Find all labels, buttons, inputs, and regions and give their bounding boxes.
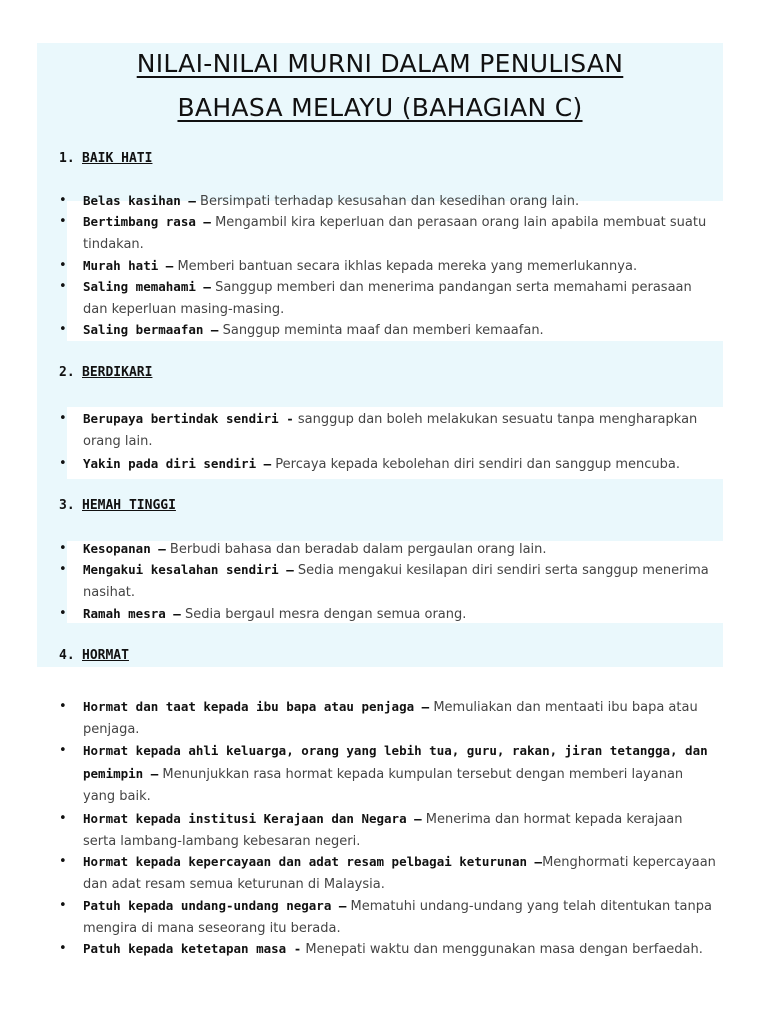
bullet-icon: • bbox=[59, 214, 67, 229]
item-term: Ramah mesra – bbox=[83, 606, 181, 621]
list-item bbox=[59, 851, 719, 896]
item-description: Memberi bantuan secara ikhlas kepada mereka yang memerlukannya. bbox=[173, 259, 638, 274]
bullet-icon: • bbox=[59, 941, 67, 956]
item-term: Saling memahami – bbox=[83, 279, 211, 294]
item-term: Yakin pada diri sendiri – bbox=[83, 456, 272, 471]
item-description: Memuliakan dan mentaati ibu bapa atau penjaga. bbox=[83, 700, 698, 737]
bullet-icon: • bbox=[59, 258, 67, 273]
list-item bbox=[59, 696, 719, 741]
section-heading-hormat bbox=[59, 648, 129, 663]
bullet-icon: • bbox=[59, 562, 67, 577]
item-description: Menepati waktu dan menggunakan masa dengan berfaedah. bbox=[301, 942, 703, 957]
page-title-line-2: BAHASA MELAYU (BAHAGIAN C) bbox=[177, 93, 583, 122]
bullet-icon: • bbox=[59, 606, 67, 621]
list-item bbox=[59, 255, 719, 278]
item-description: Menghormati kepercayaan dan adat resam semua keturunan di Malaysia. bbox=[83, 855, 716, 892]
item-term: Kesopanan – bbox=[83, 541, 166, 556]
item-term: Patuh kepada ketetapan masa - bbox=[83, 941, 302, 956]
list-item bbox=[59, 538, 719, 561]
list-item bbox=[59, 938, 719, 961]
item-description: sanggup dan boleh melakukan sesuatu tanpa mengharapkan orang lain. bbox=[83, 412, 698, 449]
item-description: Menerima dan hormat kepada kerajaan serta lambang-lambang kebesaran negeri. bbox=[83, 812, 683, 849]
item-term: Hormat dan taat kepada ibu bapa atau penjaga – bbox=[83, 699, 430, 714]
item-term: Hormat kepada ahli keluarga, orang yang lebih tua, guru, rakan, jiran tetangga, dan pemimpin – bbox=[83, 743, 708, 781]
section-label: BAIK HATI bbox=[82, 151, 153, 166]
bullet-icon: • bbox=[59, 456, 67, 471]
document-page bbox=[37, 43, 723, 983]
bullet-icon: • bbox=[59, 541, 67, 556]
item-term: Bertimbang rasa – bbox=[83, 214, 211, 229]
item-description: Menunjukkan rasa hormat kepada kumpulan tersebut dengan memberi layanan yang baik. bbox=[83, 767, 684, 804]
bullet-icon: • bbox=[59, 279, 67, 294]
section-heading-berdikari bbox=[59, 365, 152, 380]
section-number: 2. bbox=[59, 365, 75, 380]
item-term: Hormat kepada institusi Kerajaan dan Negara – bbox=[83, 811, 422, 826]
bullet-icon: • bbox=[59, 854, 67, 869]
list-item bbox=[59, 603, 719, 626]
section-number: 1. bbox=[59, 151, 75, 166]
item-description: Sanggup meminta maaf dan memberi kemaafan. bbox=[218, 323, 544, 338]
item-term: Saling bermaafan – bbox=[83, 322, 219, 337]
list-item bbox=[59, 408, 719, 453]
bullet-icon: • bbox=[59, 898, 67, 913]
item-term: Mengakui kesalahan sendiri – bbox=[83, 562, 294, 577]
item-description: Sedia mengakui kesilapan diri sendiri serta sanggup menerima nasihat. bbox=[83, 563, 709, 600]
item-term: Berupaya bertindak sendiri - bbox=[83, 411, 294, 426]
list-item bbox=[59, 319, 719, 342]
item-term: Patuh kepada undang-undang negara – bbox=[83, 898, 347, 913]
page-title-line-1: NILAI-NILAI MURNI DALAM PENULISAN bbox=[136, 49, 624, 78]
item-description: Sanggup memberi dan menerima pandangan serta memahami perasaan dan keperluan masing-masing. bbox=[83, 280, 692, 317]
item-description: Sedia bergaul mesra dengan semua orang. bbox=[180, 607, 467, 622]
bullet-icon: • bbox=[59, 811, 67, 826]
item-term: Belas kasihan – bbox=[83, 193, 196, 208]
section-number: 4. bbox=[59, 648, 75, 663]
background-band bbox=[37, 623, 723, 667]
bullet-icon: • bbox=[59, 699, 67, 714]
bullet-icon: • bbox=[59, 193, 67, 208]
item-description: Percaya kepada kebolehan diri sendiri dan sanggup mencuba. bbox=[271, 457, 680, 472]
section-heading-hemah-tinggi bbox=[59, 498, 176, 513]
item-description: Berbudi bahasa dan beradab dalam pergaulan orang lain. bbox=[165, 542, 547, 557]
list-item bbox=[59, 211, 719, 256]
list-item bbox=[59, 559, 719, 604]
list-item bbox=[59, 740, 719, 808]
section-label: HORMAT bbox=[82, 648, 129, 663]
section-label: HEMAH TINGGI bbox=[82, 498, 176, 513]
item-description: Mematuhi undang-undang yang telah ditentukan tanpa mengira di mana seseorang itu berada. bbox=[83, 899, 712, 936]
bullet-icon: • bbox=[59, 322, 67, 337]
item-term: Murah hati – bbox=[83, 258, 174, 273]
section-label: BERDIKARI bbox=[82, 365, 153, 380]
list-item bbox=[59, 190, 719, 213]
list-item bbox=[59, 895, 719, 940]
item-term: Hormat kepada kepercayaan dan adat resam pelbagai keturunan – bbox=[83, 854, 543, 869]
item-description: Bersimpati terhadap kesusahan dan kesedihan orang lain. bbox=[195, 194, 580, 209]
list-item bbox=[59, 808, 719, 853]
bullet-icon: • bbox=[59, 411, 67, 426]
section-number: 3. bbox=[59, 498, 75, 513]
bullet-icon: • bbox=[59, 743, 67, 758]
list-item bbox=[59, 276, 719, 321]
section-heading-baik-hati bbox=[59, 151, 152, 166]
list-item bbox=[59, 453, 719, 476]
item-description: Mengambil kira keperluan dan perasaan orang lain apabila membuat suatu tindakan. bbox=[83, 215, 707, 252]
